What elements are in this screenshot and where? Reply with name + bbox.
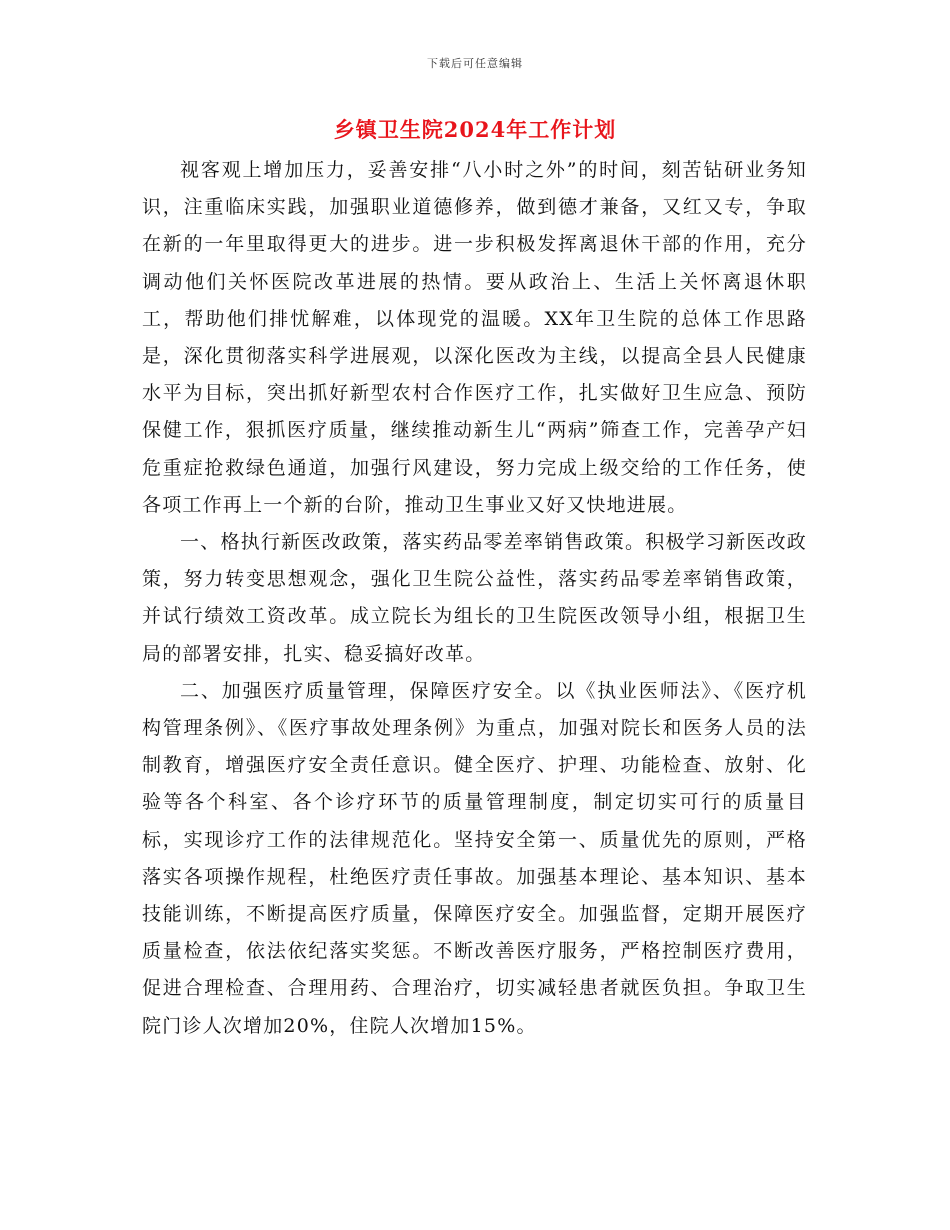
document-title: 乡镇卫生院2024年工作计划 xyxy=(333,117,617,142)
header-note: 下载后可任意编辑 xyxy=(427,57,523,70)
paragraph-section-1: 一、格执行新医改政策，落实药品零差率销售政策。积极学习新医改政策，努力转变思想观念，强化卫生院公益性，落实药品零差率销售政策，并试行绩效工资改革。成立院长为组长的卫生院医改领导小组，根据卫生局的部署安排，扎实、稳妥搞好改革。 xyxy=(142,531,807,665)
document-body xyxy=(142,152,807,1045)
paragraph-section-2: 二、加强医疗质量管理，保障医疗安全。以《执业医师法》、《医疗机构管理条例》、《医疗事故处理条例》为重点，加强对院长和医务人员的法制教育，增强医疗安全责任意识。健全医疗、护理、功能检查、放射、化验等各个科室、各个诊疗环节的质量管理制度，制定切实可行的质量目标，实现诊疗工作的法律规范化。坚持安全第一、质量优先的原则，严格落实各项操作规程，杜绝医疗责任事故。加强基本理论、基本知识、基本技能训练，不断提高医疗质量，保障医疗安全。加强监督，定期开展医疗质量检查，依法依纪落实奖惩。不断改善医疗服务，严格控制医疗费用，促进合理检查、合理用药、合理治疗，切实减轻患者就医负担。争取卫生院门诊人次增加20%，住院人次增加15%。 xyxy=(142,679,807,1037)
paragraph-intro: 视客观上增加压力，妥善安排“八小时之外”的时间，刻苦钻研业务知识，注重临床实践，加强职业道德修养，做到德才兼备，又红又专，争取在新的一年里取得更大的进步。进一步积极发挥离退休干部的作用，充分调动他们关怀医院改革进展的热情。要从政治上、生活上关怀离退休职工，帮助他们排忧解难，以体现党的温暖。XX年卫生院的总体工作思路是，深化贯彻落实科学进展观，以深化医改为主线，以提高全县人民健康水平为目标，突出抓好新型农村合作医疗工作，扎实做好卫生应急、预防保健工作，狠抓医疗质量，继续推动新生儿“两病”筛查工作，完善孕产妇危重症抢救绿色通道，加强行风建设，努力完成上级交给的工作任务，使各项工作再上一个新的台阶，推动卫生事业又好又快地进展。 xyxy=(142,159,807,516)
